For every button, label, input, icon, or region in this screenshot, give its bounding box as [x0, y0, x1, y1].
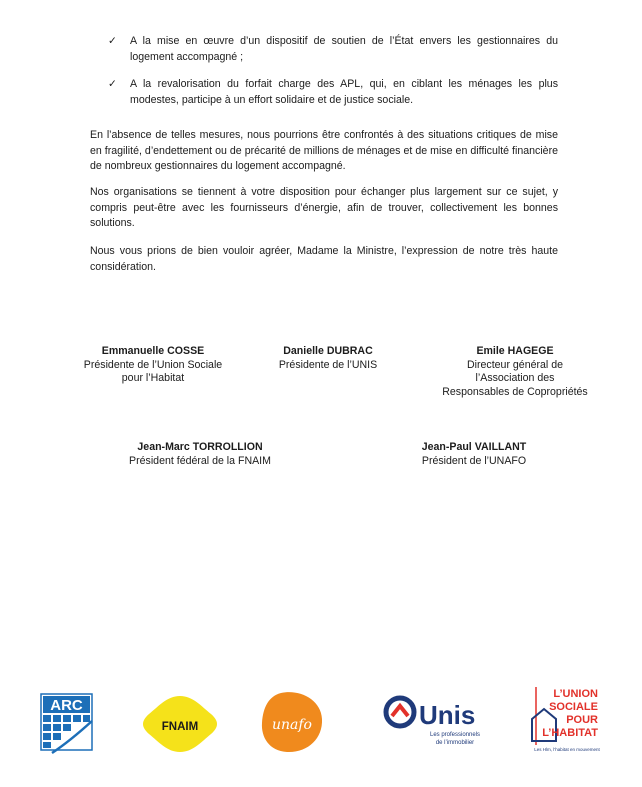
bullet-text: A la revalorisation du forfait charge des APL, qui, en ciblant les ménages les plus modestes, participe à un effort solidaire et de justice sociale. [130, 78, 558, 106]
unis-tagline: de l’immobilier [435, 740, 475, 746]
signatory-name: Emmanuelle COSSE [101, 345, 205, 357]
signatory-name: Jean-Paul VAILLANT [421, 441, 527, 453]
closing-paragraph: Nous vous prions de bien vouloir agréer, Madame la Ministre, l’expression de notre très haute considération. [90, 245, 558, 273]
unafo-logo [259, 689, 325, 755]
arc-logo [40, 693, 95, 755]
unafo-logo-text: unafo [272, 717, 312, 733]
signatory-role: Responsables de Copropriétés [442, 385, 588, 398]
signatory-role: Présidente de l’Union Sociale [83, 358, 223, 371]
unis-logo-text: Unis [419, 700, 476, 730]
signatory-dubrac [228, 345, 428, 372]
body-paragraph: Nos organisations se tiennent à votre disposition pour échanger plus largement sur ce sujet, y compris peut-être avec les fournisseurs d’énergie, afin de trouver, collectivement les bonnes solutions. [90, 186, 558, 229]
signatory-name: Emile HAGEGE [476, 345, 554, 357]
ush-line: L’UNION [553, 688, 598, 700]
fnaim-logo [141, 694, 219, 754]
signatory-vaillant [394, 441, 554, 468]
unis-tagline: Les professionnels [429, 732, 481, 738]
ush-line: SOCIALE [549, 701, 598, 713]
bullet-text: A la mise en œuvre d’un dispositif de soutien de l’État envers les gestionnaires du logement accompagné ; [130, 35, 558, 63]
arc-logo-text: ARC [50, 697, 83, 714]
checkmark-icon: ✓ [108, 35, 117, 47]
signatory-cosse [48, 345, 258, 386]
ush-line: POUR [566, 714, 598, 726]
signatory-role: l’Association des [475, 372, 555, 384]
checkmark-icon: ✓ [108, 78, 117, 90]
signatory-hagege [420, 345, 610, 399]
signatory-role: Président de l’UNAFO [421, 454, 527, 467]
signatory-role: Directeur général de [467, 358, 563, 371]
signatory-torrollion [100, 441, 300, 468]
ush-logo [528, 685, 606, 757]
unis-logo [381, 694, 493, 750]
ush-tagline: Les Hlm, l’habitat en mouvement [534, 747, 600, 752]
body-paragraph: En l’absence de telles mesures, nous pourrions être confrontés à des situations critiques de mise en fragilité, d’endettement ou de précarité de millions de ménages et de mise en difficulté financière de nombreux gestionnaires du logement accompagné. [90, 129, 558, 172]
signatory-role: pour l’Habitat [121, 372, 185, 384]
signatory-role: Président fédéral de la FNAIM [129, 454, 271, 467]
bullet-item [108, 77, 558, 108]
fnaim-logo-text: FNAIM [161, 721, 199, 733]
signatory-name: Danielle DUBRAC [283, 345, 373, 357]
signatory-role: Présidente de l’UNIS [278, 358, 378, 371]
bullet-item [108, 34, 558, 65]
ush-line: L’HABITAT [542, 727, 598, 739]
signatory-name: Jean-Marc TORROLLION [137, 441, 263, 453]
